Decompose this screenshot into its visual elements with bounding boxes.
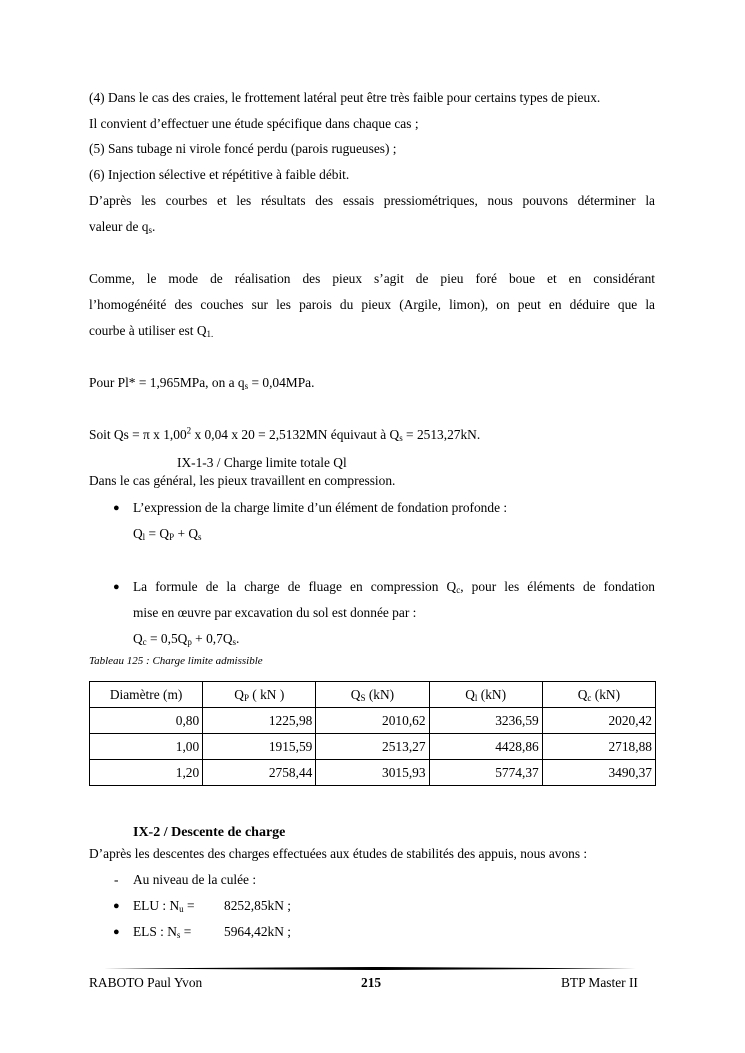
text-line: D’après les courbes et les résultats des essais pressiométriques, nous pouvons déterminer la [89,193,655,208]
text-line: l’homogénéité des couches sur les parois du pieux (Argile, limon), on peut en déduire que la [89,297,655,312]
table-cell: 2718,88 [542,734,655,760]
column-header: Diamètre (m) [90,682,203,708]
dash-marker: - [114,872,119,887]
qs-line: Soit Qs = π x 1,00$^2$ x 0,04 x 20 = 2,5132MN équivaut à $Q_s = 2513,27kN$. [89,425,481,443]
table-cell: 0,80 [90,708,203,734]
subheading: IX-1-3 / Charge limite totale Ql [177,455,347,470]
table-row [90,708,656,734]
section-heading: IX-2 / Descente de charge [133,825,286,840]
text-line: (6) Injection sélective et répétitive à faible débit. [89,167,350,182]
table-caption: Tableau 125 : Charge limite admissible [89,655,263,667]
text-line: (4) Dans le cas des craies, le frottement latéral peut être très faible pour certains types de pieux. [89,90,601,105]
bullet-text: mise en œuvre par excavation du sol est donnée par : [133,605,417,620]
table-cell: 3015,93 [316,760,429,786]
table-row [90,734,656,760]
table-cell: 1915,59 [203,734,316,760]
table-cell: 2010,62 [316,708,429,734]
charge-table [89,681,656,786]
table-cell: 3236,59 [429,708,542,734]
formula: $Q_c = 0,5Q_p + 0,7Q_s$. [133,631,240,647]
table-cell: 2020,42 [542,708,655,734]
column-header: $Q_c$ (kN) [542,682,655,708]
footer-rule [103,967,641,970]
footer-program: BTP Master II [561,975,638,990]
table-cell: 1225,98 [203,708,316,734]
table-cell: 5774,37 [429,760,542,786]
column-header: $Q_l$ (kN) [429,682,542,708]
bullet-icon: ● [113,581,120,593]
footer-author: RABOTO Paul Yvon [89,975,203,990]
bullet-text: L’expression de la charge limite d’un élément de fondation profonde : [133,500,508,515]
els-value: 5964,42kN ; [224,924,291,939]
formula: $Q_l = Q_P + Q_s$ [133,526,202,542]
list-item-elu: ELU : $N_u$ = [133,898,195,914]
text-line: courbe à utiliser est $Q_{1.}$ [89,323,214,339]
table-cell: 2513,27 [316,734,429,760]
table-cell: 2758,44 [203,760,316,786]
text-line: Comme, le mode de réalisation des pieux s’agit de pieu foré boue et en considérant [89,271,655,286]
pl-line: Pour Pl* = 1,965MPa, on a $q_s = 0,04MPa$. [89,375,315,391]
table-row [90,760,656,786]
text-line: D’après les descentes des charges effectuées aux études de stabilités des appuis, nous avons : [89,846,588,861]
bullet-icon: ● [113,926,120,938]
table-cell: 3490,37 [542,760,655,786]
column-header: $Q_S$ (kN) [316,682,429,708]
column-header: $Q_P$ ( kN ) [203,682,316,708]
table-cell: 1,20 [90,760,203,786]
list-item: Au niveau de la culée : [133,872,257,887]
text-line: valeur de $q_s$. [89,219,156,235]
page-number: 215 [361,975,382,990]
text-line: Il convient d’effectuer une étude spécifique dans chaque cas ; [89,116,419,131]
text-line: Dans le cas général, les pieux travaillent en compression. [89,473,396,488]
table-header-row [90,682,656,708]
bullet-text: La formule de la charge de fluage en compression $Q_c$, pour les éléments de fondation [133,579,655,595]
text-line: (5) Sans tubage ni virole foncé perdu (parois rugueuses) ; [89,141,397,156]
bullet-icon: ● [113,502,120,514]
table-cell: 4428,86 [429,734,542,760]
elu-value: 8252,85kN ; [224,898,291,913]
bullet-icon: ● [113,900,120,912]
list-item-els: ELS : $N_s$ = [133,924,192,940]
table-cell: 1,00 [90,734,203,760]
